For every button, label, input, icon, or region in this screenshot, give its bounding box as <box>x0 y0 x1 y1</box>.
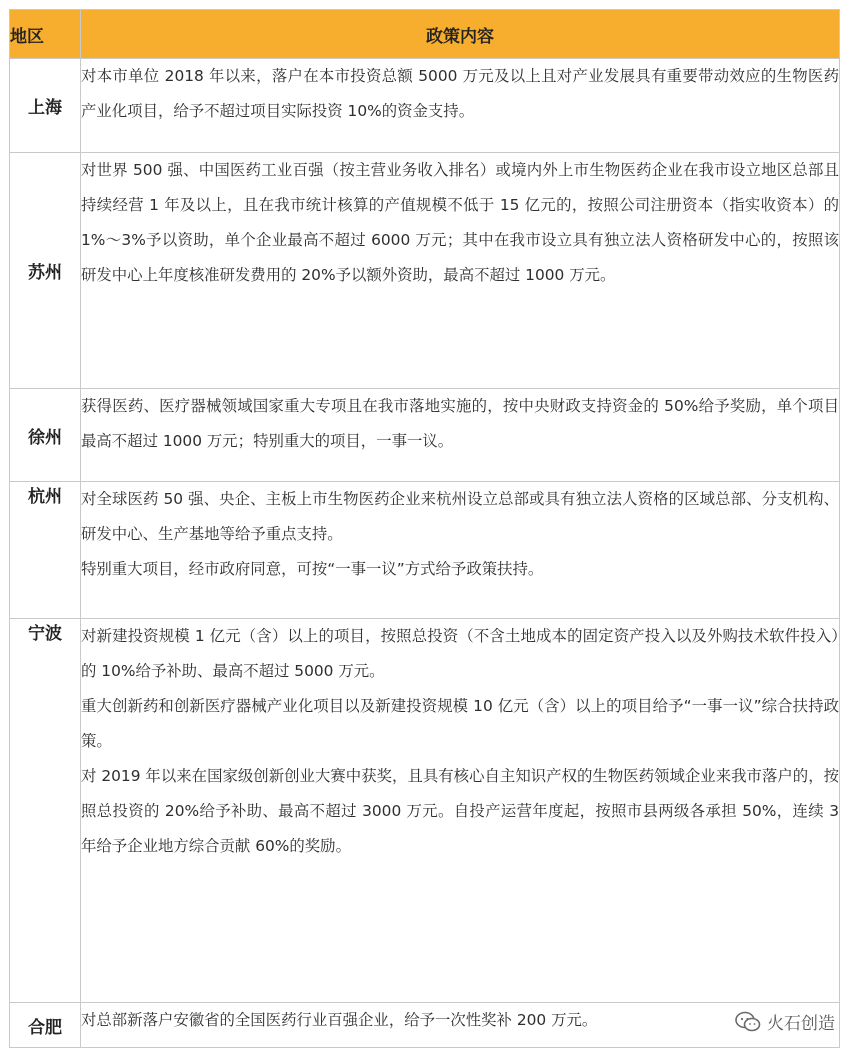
policy-paragraph: 对世界 500 强、中国医药工业百强（按主营业务收入排名）或境内外上市生物医药企业在我市设立地区总部且持续经营 1 年及以上，且在我市统计核算的产值规模不低于 15 亿元的，按照公司注册资本（指实收资本）的 1%～3%予以资助，单个企业最高不超过 6000 万元；其中在我市设立具有独立法人资格研发中心的，按照该研发中心上年度核准研发费用的 20%予以额外资助，最高不超过 1000 万元。 <box>81 161 839 284</box>
watermark-text: 火石创造 <box>767 1014 835 1034</box>
policy-paragraph: 对新建投资规模 1 亿元（含）以上的项目，按照总投资（不含土地成本的固定资产投入以及外购技术软件投入）的 10%给予补助、最高不超过 5000 万元。 <box>81 627 839 680</box>
table-row <box>10 153 840 389</box>
policy-content <box>81 389 840 482</box>
policy-paragraph: 重大创新药和创新医疗器械产业化项目以及新建投资规模 10 亿元（含）以上的项目给予“一事一议”综合扶持政策。 <box>81 697 839 750</box>
table-row <box>10 619 840 1003</box>
table-row <box>10 389 840 482</box>
table-row <box>10 482 840 619</box>
region-name: 宁波 <box>10 619 81 1003</box>
table-row <box>10 59 840 153</box>
policy-paragraph: 对本市单位 2018 年以来，落户在本市投资总额 5000 万元及以上且对产业发展具有重要带动效应的生物医药产业化项目，给予不超过项目实际投资 10%的资金支持。 <box>81 67 839 120</box>
policy-paragraph: 对总部新落户安徽省的全国医药行业百强企业，给予一次性奖补 200 万元。 <box>81 1011 598 1029</box>
header-region: 地区 <box>10 10 81 59</box>
table-header-row <box>10 10 840 59</box>
policy-paragraph: 获得医药、医疗器械领域国家重大专项且在我市落地实施的，按中央财政支持资金的 50%给予奖励，单个项目最高不超过 1000 万元；特别重大的项目，一事一议。 <box>81 397 839 450</box>
region-name: 杭州 <box>10 482 81 619</box>
policy-paragraph: 对全球医药 50 强、央企、主板上市生物医药企业来杭州设立总部或具有独立法人资格的区域总部、分支机构、研发中心、生产基地等给予重点支持。 <box>81 490 839 543</box>
watermark <box>735 1009 835 1034</box>
policy-content <box>81 153 840 389</box>
policy-content <box>81 482 840 619</box>
policy-paragraph: 对 2019 年以来在国家级创新创业大赛中获奖，且具有核心自主知识产权的生物医药领域企业来我市落户的，按照总投资的 20%给予补助、最高不超过 3000 万元。自投产运营年度起，按照市县两级各承担 50%，连续 3 年给予企业地方综合贡献 60%的奖励。 <box>81 767 839 855</box>
policy-table <box>9 9 840 1048</box>
policy-paragraph: 特别重大项目，经市政府同意，可按“一事一议”方式给予政策扶持。 <box>81 560 544 578</box>
region-name: 苏州 <box>10 153 81 389</box>
policy-content <box>81 1003 840 1048</box>
header-policy-content: 政策内容 <box>81 10 840 59</box>
region-name: 上海 <box>10 59 81 153</box>
wechat-icon <box>735 1011 761 1033</box>
region-name: 合肥 <box>10 1003 81 1048</box>
table-row <box>10 1003 840 1048</box>
policy-content <box>81 59 840 153</box>
policy-content <box>81 619 840 1003</box>
region-name: 徐州 <box>10 389 81 482</box>
